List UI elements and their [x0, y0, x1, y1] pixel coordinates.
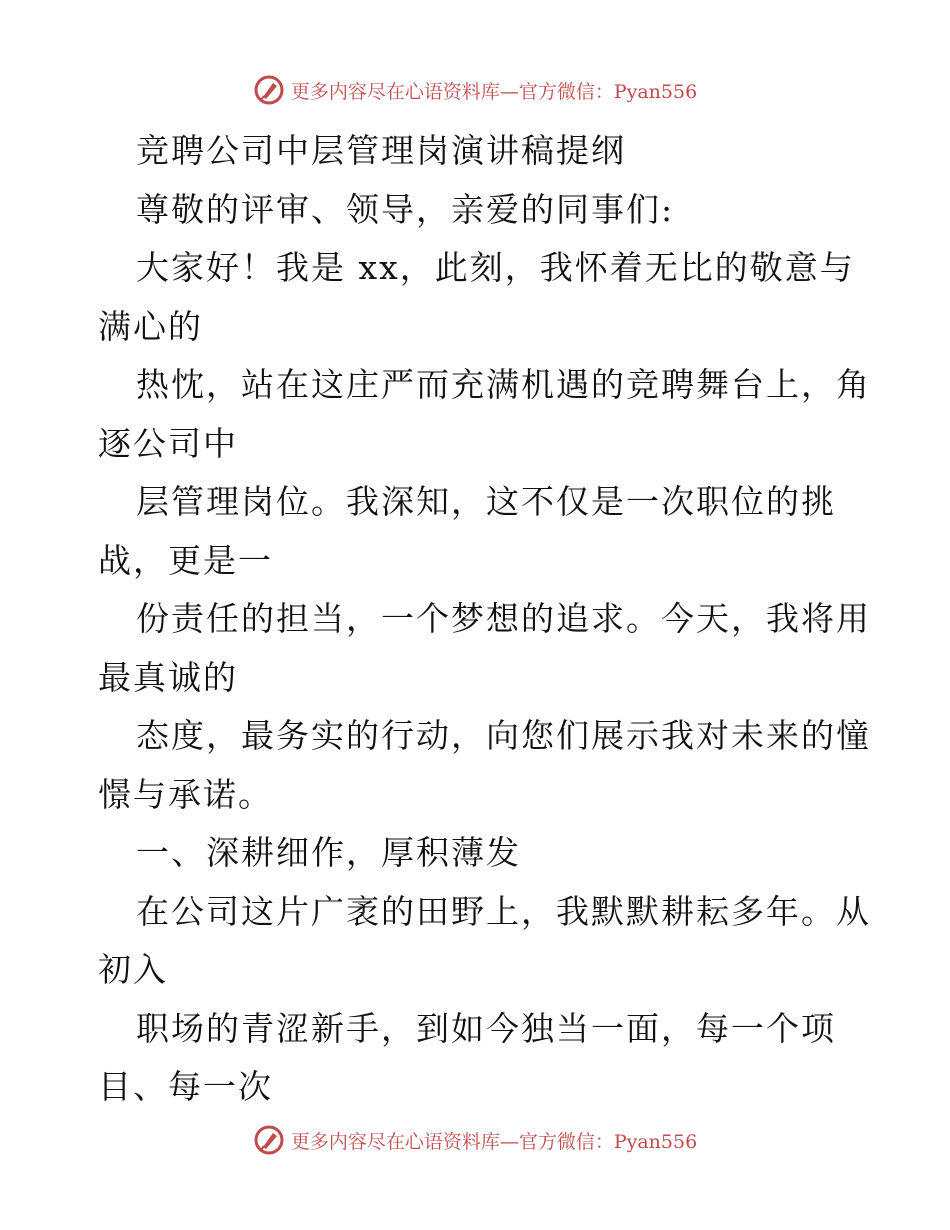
paragraph-line: 职场的青涩新手，到如今独当一面，每一个项 [136, 1008, 836, 1048]
paragraph-line: 战，更是一 [98, 540, 273, 580]
footer-banner [0, 1120, 950, 1160]
paragraph-line: 憬与承诺。 [98, 774, 273, 814]
paragraph-line: 在公司这片广袤的田野上，我默默耕耘多年。从 [136, 891, 871, 931]
document-title: 竞聘公司中层管理岗演讲稿提纲 [136, 131, 626, 170]
footer-banner-text: 更多内容尽在心语资料库—官方微信：Pyan556 [290, 1130, 698, 1153]
pen-nib-seal-icon [253, 1124, 285, 1156]
paragraph-line: 最真诚的 [98, 657, 238, 697]
document-body [98, 122, 871, 1117]
paragraph-line: 大家好！我是 xx，此刻，我怀着无比的敬意与 [136, 248, 855, 287]
header-banner-text: 更多内容尽在心语资料库—官方微信：Pyan556 [290, 80, 698, 103]
paragraph-line: 热忱，站在这庄严而充满机遇的竞聘舞台上，角 [136, 365, 871, 404]
paragraph-line: 份责任的担当，一个梦想的追求。今天，我将用 [136, 599, 871, 638]
paragraph-line: 初入 [98, 950, 168, 989]
paragraph-line: 态度，最务实的行动，向您们展示我对未来的憧 [136, 716, 871, 755]
paragraph-line: 目、每一次 [98, 1067, 273, 1106]
pen-nib-seal-icon [253, 74, 285, 106]
paragraph-line: 逐公司中 [98, 423, 238, 463]
salutation: 尊敬的评审、领导，亲爱的同事们: [136, 189, 675, 229]
paragraph-line: 层管理岗位。我深知，这不仅是一次职位的挑 [136, 482, 836, 521]
paragraph-line: 满心的 [98, 306, 203, 346]
section-heading: 一、深耕细作，厚积薄发 [136, 833, 521, 872]
header-banner [0, 70, 950, 110]
